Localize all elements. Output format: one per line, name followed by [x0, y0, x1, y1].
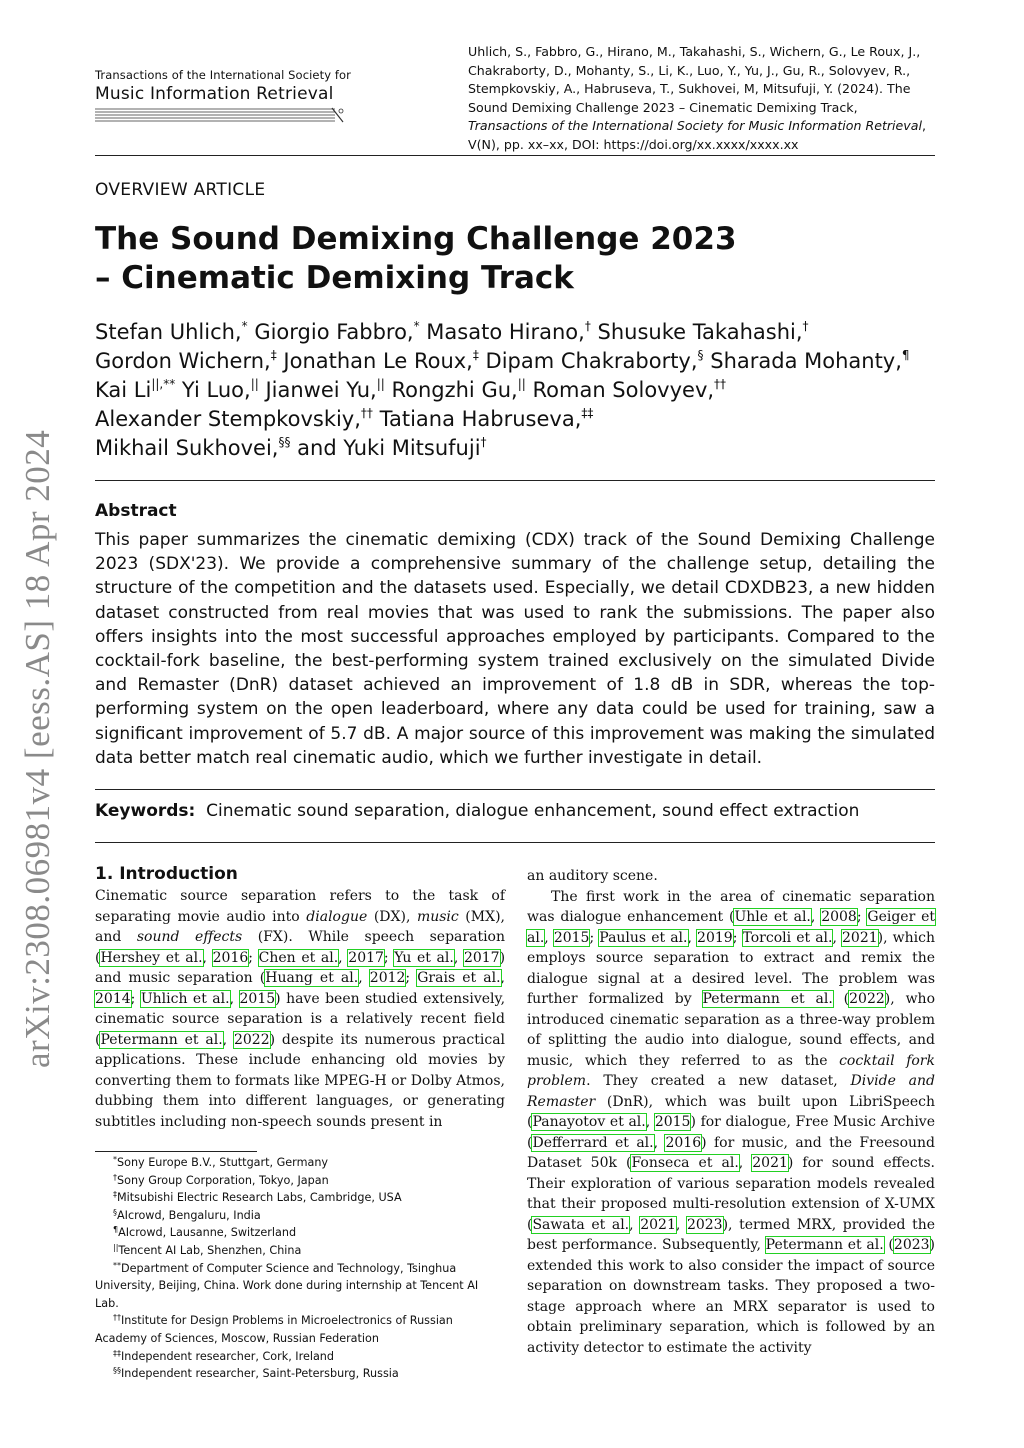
author-list	[95, 318, 945, 463]
citation-link[interactable]: 2015	[654, 1114, 691, 1130]
footnote: ‡Mitsubishi Electric Research Labs, Cambridge, USA	[113, 1190, 402, 1205]
citation-link[interactable]: 2022	[849, 991, 885, 1007]
citation-link[interactable]: 2015	[553, 929, 590, 946]
paragraph: The first work in the area of cinematic separation was dialogue enhancement (Uhle et al., 2008; Geiger et al., 2015; Paulus et al., 2019; Torcoli et al., 2021), which employs source separation to extract and remix the dialogue signal at a desired level. The problem was further formalized by Petermann et al. (2022), who introduced cinematic separation as a three-way problem of splitting the audio into dialogue, sound effects, and music, which they referred to as the cocktail fork problem. They created a new dataset, Divide and Remaster (DnR), which was built upon LibriSpeech (Panayotov et al., 2015) for dialogue, Free Music Archive (Defferrard et al., 2016) for music, and the Freesound Dataset 50k (Fonseca et al., 2021) for sound effects. Their exploration of various separation models revealed that their proposed multi-resolution extension of X-UMX (Sawata et al., 2021, 2023), termed MRX, provided the best performance. Subsequently, Petermann et al. (2023) extended this work to also consider the impact of source separation on downstream tasks. They proposed a two-stage approach where an MRX separator is used to obtain preliminary separation, which is followed by an activity detector to estimate the activity	[527, 888, 936, 1356]
citation-link[interactable]: 2017	[463, 949, 500, 966]
citation-link[interactable]: Huang et al.	[265, 970, 359, 986]
citation-link[interactable]: 2023	[686, 1216, 723, 1233]
citation-link[interactable]: Defferrard et al.	[532, 1134, 654, 1151]
citation-text: Uhlich, S., Fabbro, G., Hirano, M., Takahashi, S., Wichern, G., Le Roux, J., Chakraborty, D., Mohanty, S., Li, K., Luo, Y., Yu, J., Gu, R., Solovyev, R., Stempkovskiy, A., Habruseva, T., Sukhovei, M, Mitsufuji, Y. (2024). The Sound Demixing Challenge 2023 – Cinematic Demixing Track,	[468, 44, 921, 115]
citation-link[interactable]: Petermann et al.	[100, 1031, 223, 1048]
citation-link[interactable]: Petermann et al.	[702, 991, 833, 1007]
citation-link[interactable]: 2021	[842, 929, 878, 946]
footnote: **Department of Computer Science and Technology, Tsinghua University, Beijing, China. Work done during internship at Tencent AI Lab.	[95, 1260, 479, 1310]
citation-link[interactable]: 2017	[348, 949, 384, 966]
citation-link[interactable]: 2022	[233, 1031, 270, 1048]
author: and Yuki Mitsufuji†	[297, 435, 487, 460]
footnote: ‡‡Independent researcher, Cork, Ireland	[113, 1348, 334, 1363]
footnote: §AIcrowd, Bengaluru, India	[113, 1207, 261, 1222]
citation-link[interactable]: 2012	[369, 970, 406, 986]
footnote: *Sony Europe B.V., Stuttgart, Germany	[113, 1155, 329, 1169]
author: Dipam Chakraborty,§	[485, 348, 704, 373]
journal-name-line1: Transactions of the International Society for	[95, 68, 351, 82]
abstract-text: This paper summarizes the cinematic demixing (CDX) track of the Sound Demixing Challenge 2023 (SDX'23). We provide a comprehensive summary of the challenge setup, detailing the structure of the competition and the datasets used. Especially, we detail CDXDB23, a new hidden dataset constructed from real movies that was used to rank the submissions. The paper also offers insights into the most successful approaches employed by participants. Compared to the cocktail-fork baseline, the best-performing system trained exclusively on the simulated Divide and Remaster (DnR) dataset achieved an improvement of 1.8 dB in SDR, whereas the top-performing system on the open leaderboard, where any data could be used for training, saw a significant improvement of 5.7 dB. A major source of this improvement was making the simulated data better match real cinematic audio, which we further investigate in detail.	[95, 530, 935, 768]
author: Stefan Uhlich,*	[95, 319, 248, 344]
citation-link[interactable]: 2015	[239, 990, 276, 1007]
author: Tatiana Habruseva,‡‡	[379, 406, 594, 431]
footnote: ¶AIcrowd, Lausanne, Switzerland	[113, 1225, 297, 1240]
author: Rongzhi Gu,||	[391, 377, 526, 402]
footnote: ||Tencent AI Lab, Shenzhen, China	[113, 1242, 302, 1257]
citation-link[interactable]: Paulus et al.	[599, 929, 688, 946]
citation-link[interactable]: Uhlich et al.	[140, 990, 230, 1007]
author: Shusuke Takahashi,†	[597, 319, 809, 344]
citation-journal: Transactions of the International Society for Music Information Retrieval	[468, 118, 922, 133]
author: Yi Luo,||	[181, 377, 259, 402]
author: Jianwei Yu,||	[265, 377, 385, 402]
keywords-label: Keywords:	[95, 801, 196, 821]
arxiv-identifier: arXiv:2308.06981v4 [eess.AS] 18 Apr 2024	[18, 429, 57, 1068]
citation-link[interactable]: Geiger et al.	[527, 909, 936, 946]
author: Alexander Stempkovskiy,††	[95, 406, 373, 431]
footnote: †Sony Group Corporation, Tokyo, Japan	[113, 1172, 329, 1187]
author: Kai Li||,**	[95, 377, 176, 402]
abstract-heading: Abstract	[95, 501, 177, 521]
citation-link[interactable]: Torcoli et al.	[742, 929, 833, 946]
footnote-divider	[95, 1151, 257, 1152]
author: Giorgio Fabbro,*	[254, 319, 420, 344]
journal-name-line2: Music Information Retrieval	[95, 84, 334, 104]
citation-link[interactable]: Panayotov et al.	[532, 1114, 646, 1130]
paragraph-continuation: an auditory scene.	[527, 868, 658, 884]
article-type: OVERVIEW ARTICLE	[95, 180, 266, 200]
footnote: §§Independent researcher, Saint-Petersburg, Russia	[113, 1366, 399, 1381]
citation-link[interactable]: Grais et al.	[417, 970, 501, 986]
header-divider	[95, 155, 935, 156]
citation-link[interactable]: Chen et al.	[258, 949, 339, 966]
citation-link[interactable]: 2023	[893, 1237, 930, 1253]
authors-divider	[95, 480, 935, 481]
footnotes	[95, 1154, 505, 1383]
author: Masato Hirano,†	[426, 319, 591, 344]
author: Sharada Mohanty,¶	[710, 348, 910, 373]
abstract-divider	[95, 789, 935, 790]
citation-link[interactable]: Uhle et al.	[734, 909, 811, 925]
citation-link[interactable]: Yu et al.	[394, 949, 454, 966]
title-line2: – Cinematic Demixing Track	[95, 260, 574, 296]
citation-link[interactable]: Fonseca et al.	[631, 1155, 739, 1171]
footnote: ††Institute for Design Problems in Microelectronics of Russian Academy of Sciences, Moscow, Russian Federation	[95, 1313, 453, 1345]
paper-title	[95, 220, 795, 298]
citation-link[interactable]: 2016	[212, 949, 249, 966]
keywords-divider	[95, 842, 935, 843]
intro-column-right	[527, 866, 935, 1358]
author: Roman Solovyev,††	[532, 377, 727, 402]
author: Jonathan Le Roux,‡	[283, 348, 479, 373]
citation-doi: , V(N), pp. xx–xx, DOI: https://doi.org/xx.xxxx/xxxx.xx	[468, 118, 926, 152]
citation-link[interactable]: Sawata et al.	[532, 1216, 630, 1233]
citation-link[interactable]: 2019	[697, 929, 733, 946]
keywords	[95, 801, 935, 821]
citation-block	[468, 43, 938, 154]
title-line1: The Sound Demixing Challenge 2023	[95, 221, 737, 257]
citation-link[interactable]: Petermann et al.	[765, 1237, 884, 1253]
citation-link[interactable]: Hershey et al.	[100, 949, 203, 966]
citation-link[interactable]: 2021	[640, 1216, 676, 1233]
journal-logo	[95, 68, 355, 127]
paragraph: Cinematic source separation refers to the task of separating movie audio into dialogue (DX), music (MX), and sound effects (FX). While speech separation (Hershey et al., 2016; Chen et al., 2017; Yu et al., 2017) and music separation (Huang et al., 2012; Grais et al., 2014; Uhlich et al., 2015) have been studied extensively, cinematic source separation is a relatively recent field (Petermann et al., 2022) despite its numerous practical applications. These include enhancing old movies by converting them to formats like MPEG-H or Dolby Atmos, dubbing them into different languages, or generating subtitles including non-speech sounds present in	[95, 888, 506, 1130]
citation-link[interactable]: 2016	[665, 1134, 702, 1151]
citation-link[interactable]: 2021	[752, 1155, 788, 1171]
citation-link[interactable]: 2014	[95, 990, 131, 1007]
author: Gordon Wichern,‡	[95, 348, 277, 373]
intro-column-left	[95, 886, 505, 1132]
author: Mikhail Sukhovei,§§	[95, 435, 291, 460]
music-staff-icon	[95, 107, 345, 123]
citation-link[interactable]: 2008	[821, 909, 857, 925]
section-heading: 1. Introduction	[95, 864, 238, 884]
keywords-text: Cinematic sound separation, dialogue enhancement, sound effect extraction	[206, 801, 860, 821]
